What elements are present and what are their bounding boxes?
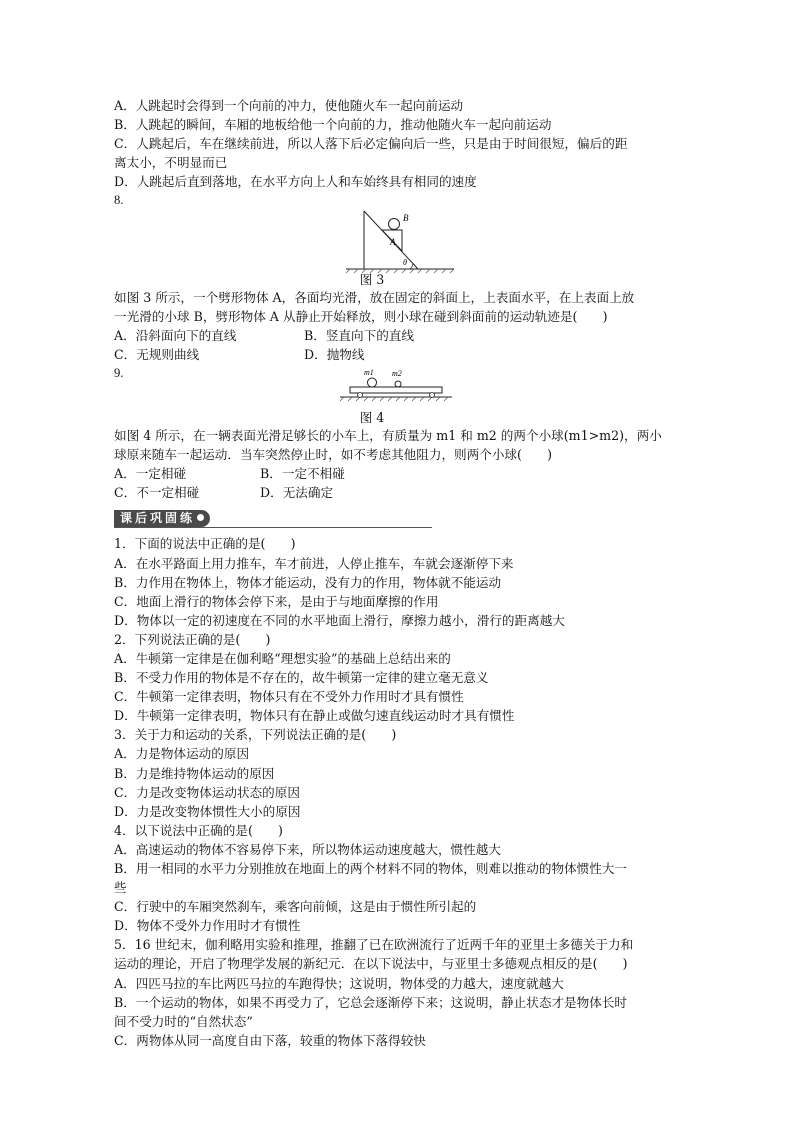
question-line: C．力是改变物体运动状态的原因 [114,784,300,800]
q7-option-b: B．人跳起的瞬间，车厢的地板给他一个向前的力，推动他随火车一起向前运动 [114,117,552,133]
question-line: 2．下列说法正确的是( ) [114,631,271,647]
question-line: A．四匹马拉的车比两匹马拉的车跑得快；这说明，物体受的力越大，速度就越大 [114,975,564,991]
question-line: D．牛顿第一定律表明，物体只有在静止或做匀速直线运动时才具有惯性 [114,708,515,724]
section-divider [114,527,432,528]
q8-number: 8. [114,193,124,208]
q7-option-c-continued: 离太小，不明显而已 [114,155,228,171]
question-line: 间不受力时的“自然状态” [114,1013,253,1029]
q7-option-d: D．人跳起后直到落地，在水平方向上人和车始终具有相同的速度 [114,174,477,190]
question-line: 5．16 世纪末，伽利略用实验和推理，推翻了已在欧洲流行了近两千年的亚里士多德关于力和 [114,937,634,953]
question-line: B．不受力作用的物体是不存在的，故牛顿第一定律的建立毫无意义 [114,670,489,686]
section-badge [114,510,210,527]
question-line: B．力作用在物体上，物体才能运动，没有力的作用，物体就不能运动 [114,574,502,590]
question-line: A．高速运动的物体不容易停下来，所以物体运动速度越大，惯性越大 [114,841,501,857]
section-title: 课后巩固练 [120,511,196,526]
q9-option-b: B．一定不相碰 [260,466,345,482]
question-line: C．牛顿第一定律表明，物体只有在不受外力作用时才具有惯性 [114,689,464,705]
question-line: 1．下面的说法中正确的是( ) [114,536,296,552]
cart-with-balls-diagram [114,368,694,401]
q8-figure-caption: 图 3 [359,271,385,287]
q8-options-row1 [114,326,694,345]
question-line: 些 [114,880,127,896]
question-line: D．物体不受外力作用时才有惯性 [114,918,301,934]
q9-number: 9. [114,365,124,380]
question-line: A．在水平路面上用力推车，车才前进，人停止推车，车就会逐渐停下来 [114,555,514,571]
question-line: B．用一相同的水平力分别推放在地面上的两个材料不同的物体，则难以推动的物体惯性大一 [114,861,628,876]
q8-stem-line2: 一光滑的小球 B，劈形物体 A 从静止开始释放，则小球在碰到斜面前的运动轨迹是( ) [114,308,608,324]
question-line: 运动的理论，开启了物理学发展的新纪元．在以下说法中，与亚里士多德观点相反的是( ) [114,956,628,972]
wedge-on-incline-diagram [114,199,694,267]
question-line: A．牛顿第一定律是在伽利略“理想实验”的基础上总结出来的 [114,650,451,666]
label-m1: m1 [364,368,374,378]
question-line: 3．关于力和运动的关系，下列说法正确的是( ) [114,727,397,743]
bullet-icon [197,514,204,521]
question-line: D．力是改变物体惯性大小的原因 [114,803,301,819]
question-line: C．两物体从同一高度自由下落，较重的物体下落得较快 [114,1032,426,1048]
q7-option-c: C．人跳起后，车在继续前进，所以人落下后必定偏向后一些，只是由于时间很短，偏后的距 [114,136,628,152]
q9-stem-line2: 球原来随车一起运动．当车突然停止时，如不考虑其他阻力，则两个小球( ) [114,447,553,463]
q8-option-b: B．竖直向下的直线 [304,327,415,343]
q9-option-c: C．不一定相碰 [114,485,200,501]
label-b: B [403,212,409,223]
q9-figure-caption: 图 4 [359,410,385,426]
question-line: B．力是维持物体运动的原因 [114,765,275,781]
q8-option-a: A．沿斜面向下的直线 [114,327,237,343]
q7-option-a: A．人跳起时会得到一个向前的冲力，使他随火车一起向前运动 [114,98,464,113]
label-m2: m2 [392,369,402,379]
question-line: D．物体以一定的初速度在不同的水平地面上滑行，摩擦力越小，滑行的距离越大 [114,612,565,628]
q9-stem-line1: 如图 4 所示，在一辆表面光滑足够长的小车上，有质量为 m1 和 m2 的两个小球(m1>m2)，两小 [114,428,662,444]
q8-figure [114,211,694,269]
q8-option-c: C．无规则曲线 [114,346,200,362]
question-line: C．行驶中的车厢突然刹车，乘客向前倾，这是由于惯性所引起的 [114,899,477,915]
question-line: 4．以下说法中正确的是( ) [114,822,283,838]
q9-option-a: A．一定相碰 [114,466,187,482]
label-a: A [390,236,396,247]
q9-options-row1 [114,464,694,483]
question-line: A．力是物体运动的原因 [114,746,250,762]
practice-questions [114,534,694,1050]
q8-stem-line1: 如图 3 所示，一个劈形物体 A，各面均光滑，放在固定的斜面上，上表面水平，在上表面上放 [114,289,635,305]
q8-options-row2 [114,345,694,364]
question-line: B．一个运动的物体，如果不再受力了，它总会逐渐停下来；这说明，静止状态才是物体长时 [114,994,628,1010]
q8-option-d: D．抛物线 [304,346,365,362]
section-header [114,504,694,534]
label-theta: θ [403,257,407,267]
question-line: C．地面上滑行的物体会停下来，是由于与地面摩擦的作用 [114,593,439,609]
q9-option-d: D．无法确定 [260,485,334,501]
q9-figure [114,368,694,407]
q9-options-row2 [114,483,694,502]
document-page [114,96,694,1050]
